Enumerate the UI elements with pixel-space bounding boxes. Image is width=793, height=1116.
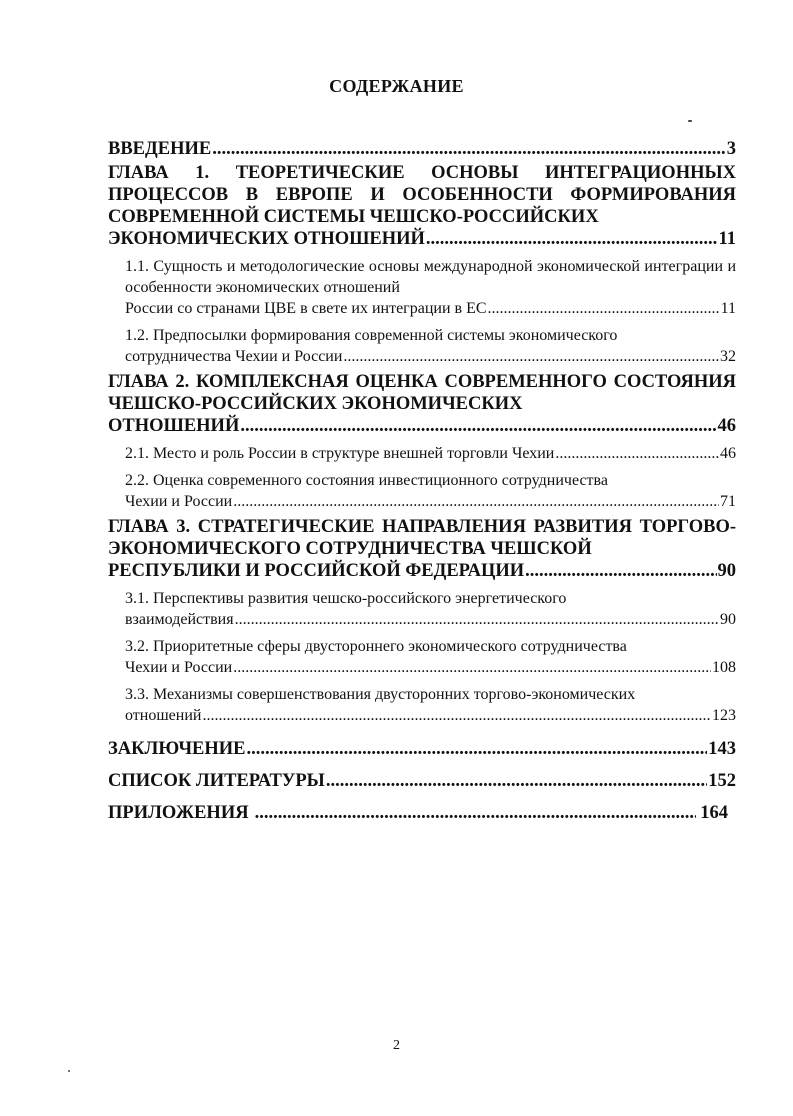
toc-entry-text: 1.1. Сущность и методологические основы международной экономической интеграции и особенности экономических отношений [125,258,736,296]
toc-page-number: 71 [720,493,736,510]
toc-entry-text-tail: сотрудничества Чехии и России [125,348,343,365]
leader-dots [212,138,726,160]
leader-dots [202,705,711,726]
toc-entry-text: 3.1. Перспективы развития чешско-российского энергетического [125,590,567,607]
toc-entry-section-1-1[interactable] [125,256,736,319]
leader-dots [255,802,697,824]
leader-dots [326,770,707,792]
spacer [108,730,736,738]
toc-entry-text: СПИСОК ЛИТЕРАТУРЫ [108,771,325,791]
toc-entry-conclusion[interactable] [108,738,736,760]
toc-entry-text: 2.1. Место и роль России в структуре внешней торговли Чехии [125,445,555,462]
toc-entry-text-tail: отношений [125,707,202,724]
toc-entry-text-tail: РЕСПУБЛИКИ И РОССИЙСКОЙ ФЕДЕРАЦИИ [108,561,525,581]
leader-dots [488,298,720,319]
toc-entry-text-tail: ОТНОШЕНИЙ [108,416,240,436]
toc-page-number: 123 [712,707,736,724]
toc-entry-chapter-3[interactable] [108,516,736,582]
toc-page-number: 90 [720,611,736,628]
toc-page-number: 152 [708,771,736,791]
page-number: 2 [393,1038,400,1053]
scan-speck [68,1070,70,1072]
toc-page-number: 164 [700,803,728,823]
toc-entry-text: 3.2. Приоритетные сферы двустороннего экономического сотрудничества [125,638,627,655]
toc-entry-section-3-1[interactable] [125,588,736,630]
toc-entry-text-tail: взаимодействия [125,611,234,628]
toc-entry-text-tail: ЭКОНОМИЧЕСКИХ ОТНОШЕНИЙ [108,229,425,249]
leader-dots [555,443,719,464]
toc-page-number: 32 [720,348,736,365]
toc-entry-section-2-1[interactable] [125,443,736,464]
leader-dots [343,346,719,367]
toc-entry-text-tail: Чехии и России [125,493,233,510]
toc-page-number: 90 [717,561,736,581]
toc-entry-text: ВВЕДЕНИЕ [108,139,212,159]
toc-entry-section-2-2[interactable] [125,470,736,512]
leader-dots [247,738,708,760]
toc-entry-section-3-3[interactable] [125,684,736,726]
toc-page-number: 11 [720,300,736,317]
scan-speck [688,120,692,122]
toc-page-number: 108 [712,659,736,676]
toc-page-number: 143 [708,739,736,759]
toc-entry-chapter-2[interactable] [108,371,736,437]
leader-dots [240,415,716,437]
toc-entry-section-3-2[interactable] [125,636,736,678]
toc-entry-text-tail: Чехии и России [125,659,233,676]
toc-entry-text: 2.2. Оценка современного состояния инвестиционного сотрудничества [125,472,608,489]
toc-entry-appendix[interactable] [108,802,728,824]
toc-entry-section-1-2[interactable] [125,325,736,367]
toc-entry-text: ГЛАВА 3. СТРАТЕГИЧЕСКИЕ НАПРАВЛЕНИЯ РАЗВИТИЯ ТОРГОВО-ЭКОНОМИЧЕСКОГО СОТРУДНИЧЕСТВА ЧЕШСКОЙ [108,517,736,559]
toc-entry-introduction[interactable] [108,138,736,160]
toc-entry-text: ГЛАВА 1. ТЕОРЕТИЧЕСКИЕ ОСНОВЫ ИНТЕГРАЦИОННЫХ ПРОЦЕССОВ В ЕВРОПЕ И ОСОБЕННОСТИ ФОРМИРОВАНИЯ СОВРЕМЕННОЙ СИСТЕМЫ ЧЕШСКО-РОССИЙСКИХ [108,163,736,227]
toc-entry-text: ЗАКЛЮЧЕНИЕ [108,739,246,759]
toc-entry-text: 3.3. Механизмы совершенствования двусторонних торгово-экономических [125,686,636,703]
toc-page-number: 3 [726,139,736,159]
toc-entry-text-tail: России со странами ЦВЕ в свете их интеграции в ЕС [125,300,487,317]
spacer [108,794,736,802]
toc-entry-chapter-1[interactable] [108,162,736,250]
leader-dots [233,491,719,512]
toc-entry-text: 1.2. Предпосылки формирования современной системы экономического [125,327,618,344]
table-of-contents [108,138,736,826]
toc-page-number: 46 [717,416,736,436]
toc-page-number: 46 [720,445,736,462]
toc-entry-bibliography[interactable] [108,770,736,792]
spacer [108,762,736,770]
toc-entry-text: ГЛАВА 2. КОМПЛЕКСНАЯ ОЦЕНКА СОВРЕМЕННОГО СОСТОЯНИЯ ЧЕШСКО-РОССИЙСКИХ ЭКОНОМИЧЕСКИХ [108,372,736,414]
leader-dots [525,560,716,582]
leader-dots [235,609,719,630]
toc-entry-text: ПРИЛОЖЕНИЯ [108,803,249,823]
leader-dots [426,228,718,250]
toc-title: СОДЕРЖАНИЕ [329,76,464,96]
leader-dots [233,657,711,678]
toc-page-number: 11 [718,229,736,249]
